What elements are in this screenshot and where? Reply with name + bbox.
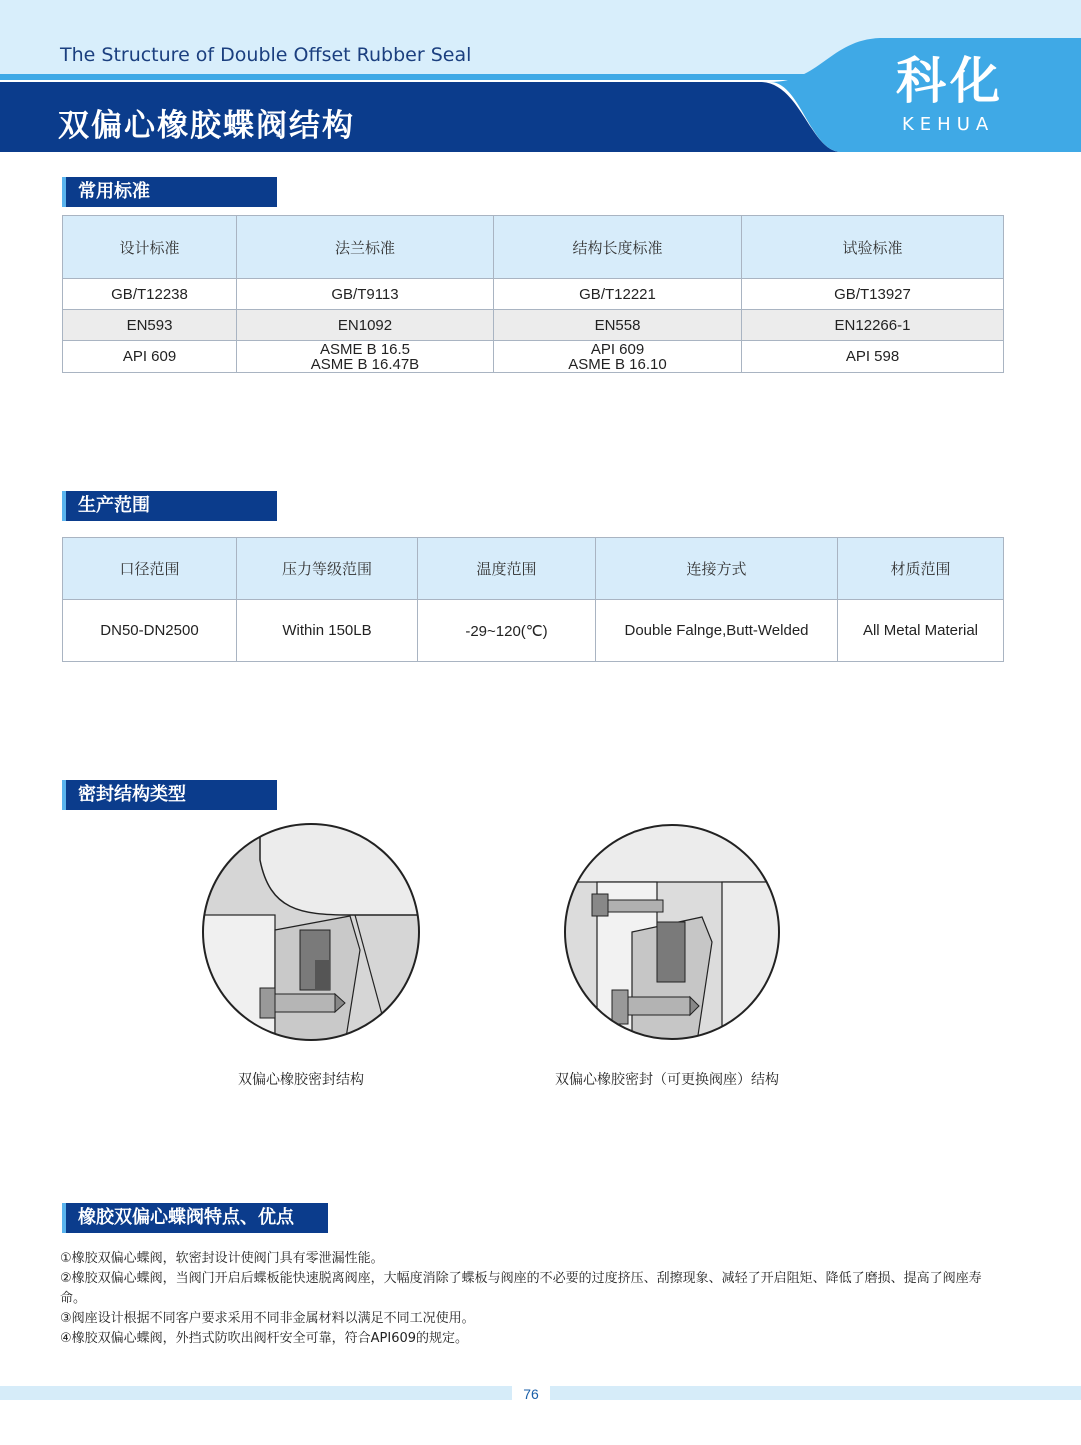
logo-english: KEHUA — [902, 114, 995, 135]
seal-caption-replaceable: 双偏心橡胶密封（可更换阀座）结构 — [555, 1072, 779, 1088]
table-row — [63, 279, 1004, 310]
table-cell: EN593 — [63, 310, 237, 341]
table-cell: GB/T9113 — [237, 279, 494, 310]
feature-item: ②橡胶双偏心蝶阀，当阀门开启后蝶板能快速脱离阀座，大幅度消除了蝶板与阀座的不必要的过度挤压、刮擦现象、减轻了开启阻矩、降低了磨损、提高了阀座寿命。 — [60, 1271, 982, 1306]
table-cell: API 609 — [63, 341, 237, 373]
table-cell: Double Falnge,Butt-Welded — [596, 600, 838, 662]
page-number: 76 — [512, 1384, 550, 1404]
seal-types-section-heading: 密封结构类型 — [62, 780, 277, 810]
col-header: 材质范围 — [838, 538, 1004, 600]
table-row — [63, 600, 1004, 662]
production-section-heading: 生产范围 — [62, 491, 277, 521]
cell-line: API 609 — [590, 340, 645, 358]
standards-section-heading: 常用标准 — [62, 177, 277, 207]
production-header-row — [63, 538, 1004, 600]
table-cell: EN12266-1 — [742, 310, 1004, 341]
table-cell: EN1092 — [237, 310, 494, 341]
english-title: The Structure of Double Offset Rubber Seal — [60, 44, 472, 66]
col-header: 试验标准 — [742, 216, 1004, 279]
feature-item: ③阀座设计根据不同客户要求采用不同非金属材料以满足不同工况使用。 — [60, 1311, 475, 1326]
table-cell: -29~120(℃) — [418, 600, 596, 662]
table-row — [63, 341, 1004, 373]
col-header: 压力等级范围 — [237, 538, 418, 600]
table-cell: GB/T12221 — [494, 279, 742, 310]
col-header: 连接方式 — [596, 538, 838, 600]
table-cell: API 598 — [742, 341, 1004, 373]
feature-item: ④橡胶双偏心蝶阀，外挡式防吹出阀杆安全可靠，符合API609的规定。 — [60, 1331, 469, 1346]
table-cell: GB/T12238 — [63, 279, 237, 310]
col-header: 法兰标准 — [237, 216, 494, 279]
cell-line: ASME B 16.5 — [319, 340, 411, 358]
logo-chinese: 科化 — [896, 51, 1004, 110]
table-cell — [237, 341, 494, 373]
table-cell: All Metal Material — [838, 600, 1004, 662]
cell-line: ASME B 16.47B — [310, 355, 420, 373]
col-header: 设计标准 — [63, 216, 237, 279]
feature-item: ①橡胶双偏心蝶阀，软密封设计使阀门具有零泄漏性能。 — [60, 1251, 384, 1266]
seal-diagram-standard — [200, 820, 422, 1044]
standards-table — [62, 215, 1004, 373]
seal-diagram-replaceable — [562, 822, 782, 1042]
cell-line: ASME B 16.10 — [568, 355, 667, 373]
features-list — [60, 1249, 1000, 1349]
table-cell — [494, 341, 742, 373]
table-cell: EN558 — [494, 310, 742, 341]
production-table — [62, 537, 1004, 662]
col-header: 结构长度标准 — [494, 216, 742, 279]
table-cell: Within 150LB — [237, 600, 418, 662]
seal-caption-standard: 双偏心橡胶密封结构 — [238, 1072, 364, 1088]
features-section-heading: 橡胶双偏心蝶阀特点、优点 — [62, 1203, 328, 1233]
col-header: 口径范围 — [63, 538, 237, 600]
table-cell: GB/T13927 — [742, 279, 1004, 310]
chinese-title: 双偏心橡胶蝶阀结构 — [58, 108, 355, 144]
col-header: 温度范围 — [418, 538, 596, 600]
table-row — [63, 310, 1004, 341]
table-cell: DN50-DN2500 — [63, 600, 237, 662]
standards-header-row — [63, 216, 1004, 279]
